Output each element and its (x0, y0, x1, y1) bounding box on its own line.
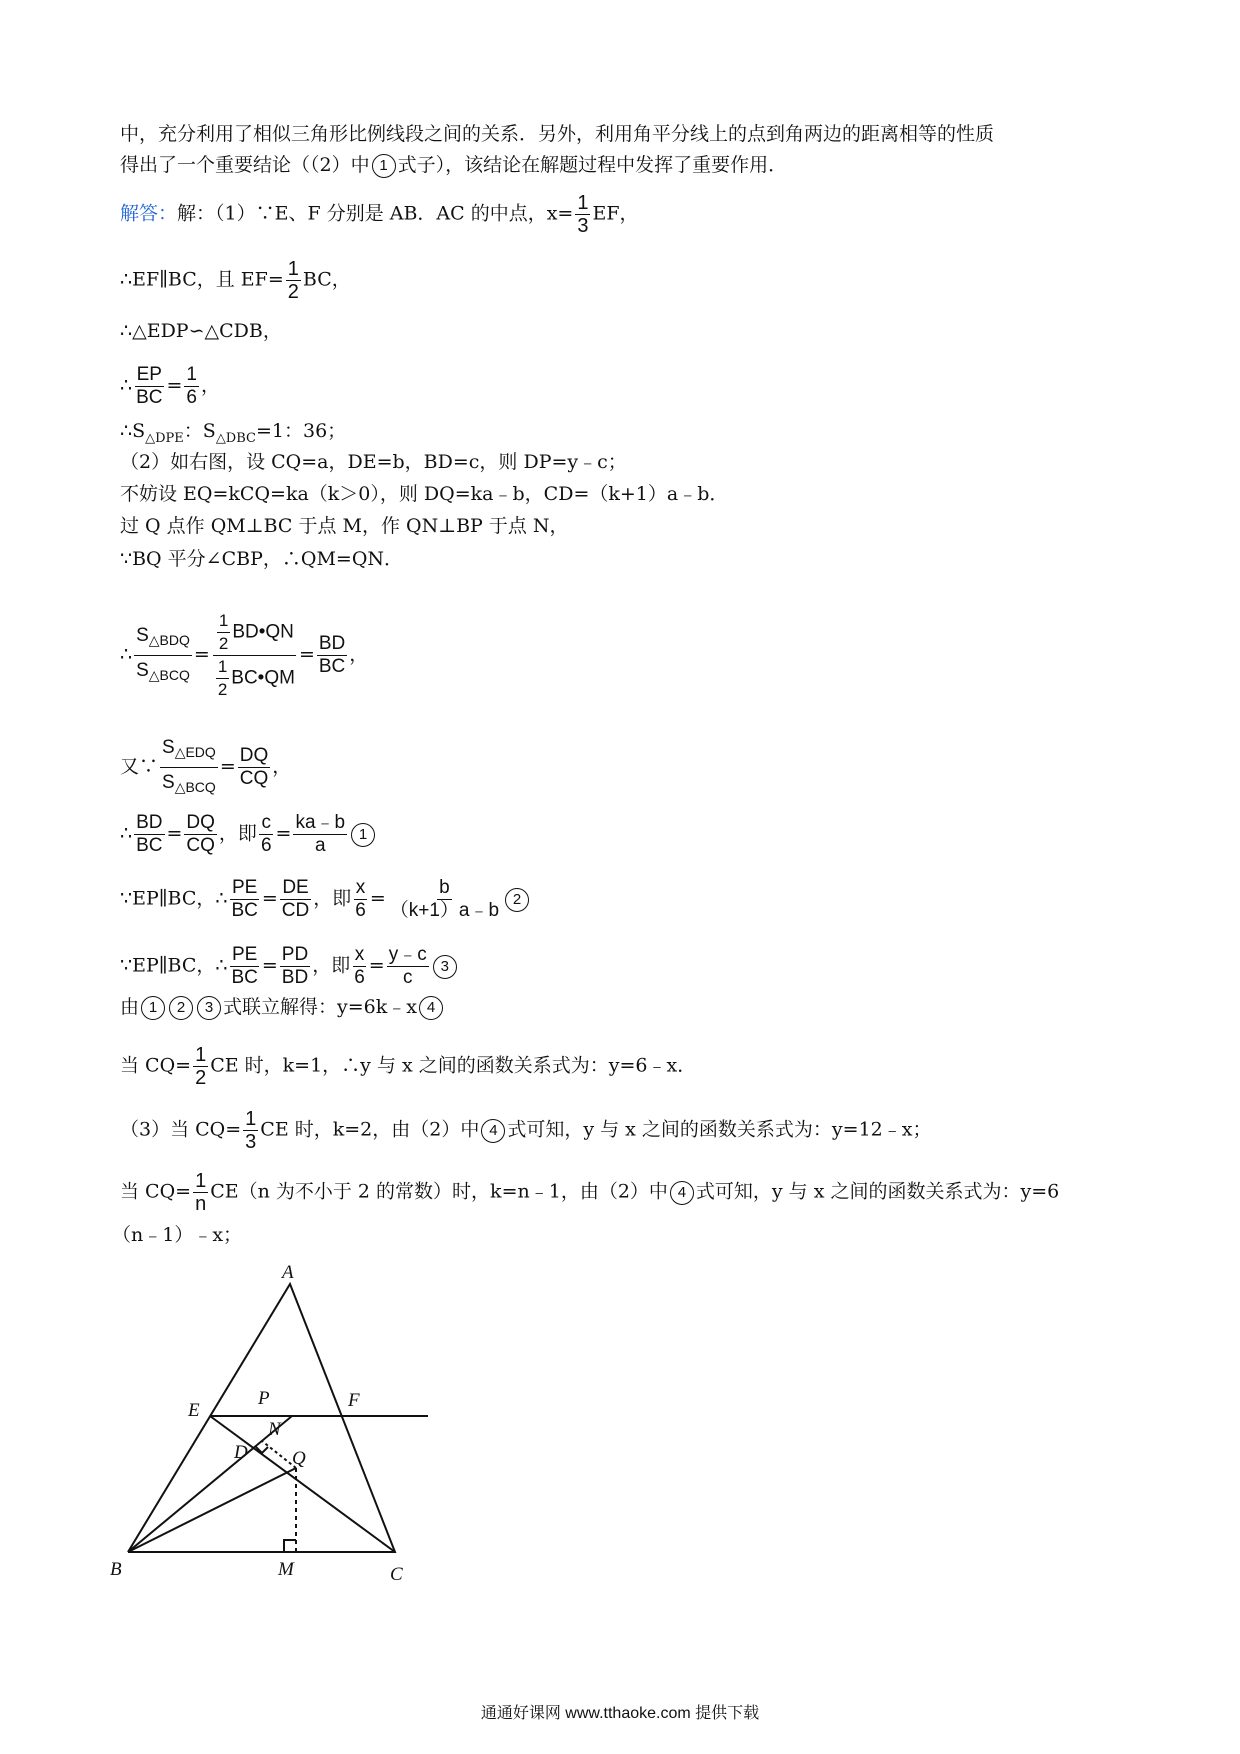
circled-number: 1 (372, 154, 396, 178)
text-line: ∴ $\frac{EP}{BC}$ = $\frac{1}{6}$ ， (120, 364, 221, 408)
fraction: $\frac{DQ}{CQ}$ (239, 745, 269, 789)
text-line: （3）当 CQ= $\frac{1}{3}$ CE 时，k=2，由（2）中 4 式可知，y 与 x 之间的函数关系式为：y=12﹣x； (120, 1108, 932, 1153)
right-angle-m (284, 1540, 296, 1552)
text-line: 过 Q 点作 QM⊥BC 于点 M，作 QN⊥BP 于点 N， (120, 515, 569, 537)
fraction: $\frac{1}{2}$ BD•QN $\frac{1}{2}$ BC•QM (212, 610, 297, 701)
label-A: A (282, 1262, 294, 1283)
text-line: 得出了一个重要结论（（2）中 1 式子），该结论在解题过程中发挥了重要作用． (120, 154, 788, 176)
text-line: 中，充分利用了相似三角形比例线段之间的关系．另外，利用角平分线上的点到角两边的距离相等的性质 (120, 123, 995, 145)
text-line: 由 1 2 3 式联立解得：y=6k﹣x 4 (120, 994, 445, 1020)
text-line: 不妨设 EQ=kCQ=ka（k＞0），则 DQ=ka﹣b，CD=（k+1）a﹣b． (120, 483, 729, 505)
text-line: ∵EP∥BC，∴ $\frac{PE}{BC}$ = $\frac{PD}{BD}$ ，即 $\frac{x}{6}$ = $\frac{y﹣c}{c}$ 3 (120, 944, 459, 989)
fraction: $\frac{1}{3}$ (577, 192, 589, 237)
label-E: E (188, 1400, 200, 1421)
text-line: ∴△EDP∽△CDB， (120, 320, 282, 342)
text-line: （n﹣1）﹣x； (112, 1224, 243, 1246)
fraction: $\frac{1}{n}$ (195, 1170, 207, 1215)
triangle-abc (128, 1284, 395, 1552)
circled-number: 2 (505, 888, 529, 912)
fraction: $\frac{S_{\triangle EDQ}}{S_{\triangle BCQ}}$ (160, 733, 218, 802)
text-line: 当 CQ= $\frac{1}{2}$ CE 时，k=1，∴y 与 x 之间的函数关系式为：y=6﹣x． (120, 1044, 697, 1089)
fraction: $\frac{BD}{BC}$ (318, 633, 346, 677)
fraction: $\frac{1}{6}$ (186, 364, 197, 408)
label-C: C (390, 1564, 403, 1585)
fraction: $\frac{EP}{BC}$ (136, 364, 163, 408)
text-line: 当 CQ= $\frac{1}{n}$ CE（n 为不小于 2 的常数）时，k=n﹣1，由（2）中 4 式可知，y 与 x 之间的函数关系式为：y=6 (120, 1170, 1060, 1215)
fraction: $\frac{1}{2}$ (195, 1044, 207, 1089)
circled-number: 1 (351, 823, 375, 847)
fraction: $\frac{BD}{BC}$ (136, 812, 163, 856)
label-F: F (348, 1390, 360, 1411)
line-qn (262, 1441, 296, 1468)
fraction: $\frac{x}{6}$ (354, 944, 365, 988)
answer-label: 解答： (120, 202, 178, 225)
text-line: ∴ $\frac{BD}{BC}$ = $\frac{DQ}{CQ}$ ，即 $\frac{c}{6}$ = $\frac{ka﹣b}{a}$ 1 (120, 812, 377, 857)
fraction: $\frac{c}{6}$ (260, 812, 272, 856)
fraction: $\frac{b}{(k+1)a﹣b}$ (389, 877, 500, 921)
text-line: ∵EP∥BC，∴ $\frac{PE}{BC}$ = $\frac{DE}{CD}$ ，即 $\frac{x}{6}$ = $\frac{b}{(k+1)a﹣b}$ 2 (120, 877, 531, 922)
fraction: $\frac{1}{2}$ (287, 258, 299, 303)
label-M: M (278, 1559, 294, 1580)
fraction: $\frac{PD}{BD}$ (281, 944, 309, 988)
fraction: $\frac{PE}{BC}$ (231, 877, 258, 921)
footer: 通通好课网 www.tthaoke.com 提供下载 (480, 1705, 760, 1722)
label-Q: Q (292, 1448, 306, 1469)
text-line: $\therefore S_{\triangle DPE}$：$S_{\triangle DBC}=1$：36； (120, 420, 347, 446)
circled-number: 3 (433, 955, 457, 979)
answer-line: 解答：解：（1）∵E、F 分别是 AB．AC 的中点，x= $\frac{1}{3}$ EF， (120, 192, 639, 237)
line-ec (210, 1416, 395, 1552)
text-line: ∵BQ 平分∠CBP，∴QM=QN． (120, 548, 404, 570)
geometry-figure (110, 1260, 450, 1600)
fraction: $\frac{ka﹣b}{a}$ (295, 812, 346, 856)
fraction: $\frac{DE}{CD}$ (281, 877, 310, 921)
text-line: （2）如右图，设 CQ=a，DE=b，BD=c，则 DP=y﹣c； (120, 451, 627, 473)
text-line: ∴ $\frac{S_{\triangle BDQ}}{S_{\triangle BCQ}}$ = $\frac{1}{2}$ BD•QN $\frac{1}{2}$ BC•QM = $\frac{BD}{BC}$ ， (120, 611, 369, 699)
label-D: D (234, 1442, 248, 1463)
fraction: $\frac{PE}{BC}$ (231, 944, 258, 988)
fraction: $\frac{y﹣c}{c}$ (388, 944, 427, 988)
fraction: $\frac{DQ}{CQ}$ (186, 812, 215, 856)
fraction: $\frac{S_{\triangle BDQ}}{S_{\triangle BCQ}}$ (134, 621, 192, 690)
label-P: P (258, 1388, 270, 1409)
fraction: $\frac{1}{3}$ (245, 1108, 257, 1153)
text-line: 又∵ $\frac{S_{\triangle EDQ}}{S_{\triangle BCQ}}$ = $\frac{DQ}{CQ}$ ， (120, 733, 291, 802)
label-N: N (268, 1419, 281, 1440)
label-B: B (110, 1559, 122, 1580)
fraction: $\frac{x}{6}$ (355, 877, 366, 921)
text-line: ∴EF∥BC，且 EF= $\frac{1}{2}$ BC， (120, 258, 351, 303)
